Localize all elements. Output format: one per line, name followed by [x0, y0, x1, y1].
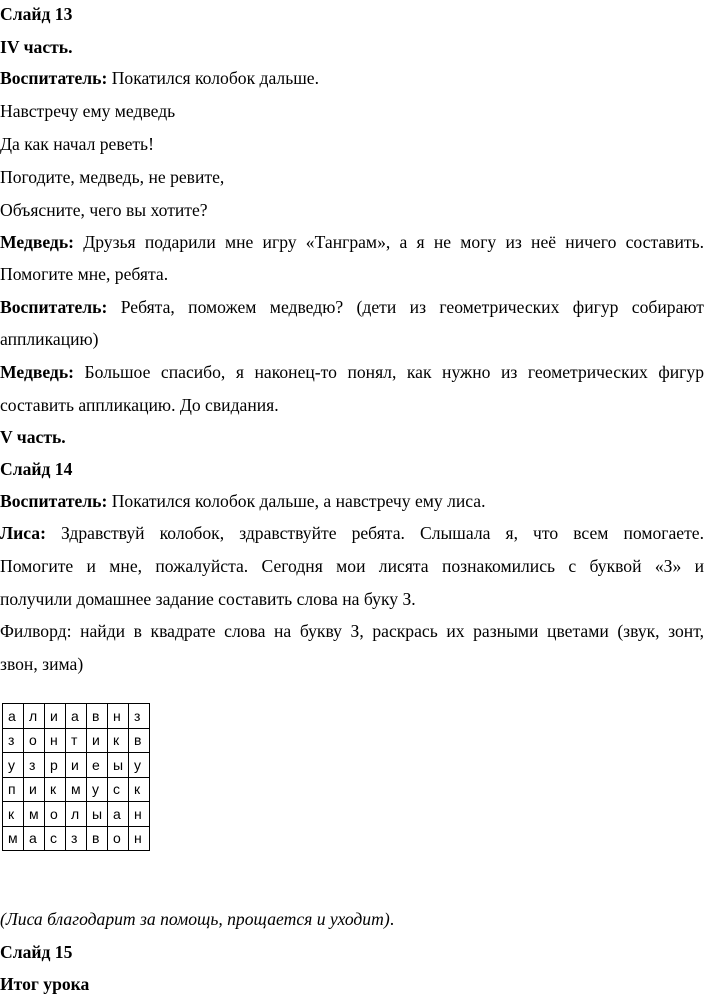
stage-direction: (Лиса благодарит за помощь, прощается и уходит)	[0, 909, 390, 929]
grid-cell: к	[129, 777, 150, 802]
grid-cell: в	[87, 704, 108, 729]
speech-text: Покатился колобок дальше, а навстречу ему лиса.	[107, 491, 486, 511]
grid-cell: о	[108, 826, 129, 851]
grid-row	[3, 753, 150, 778]
teacher-line-2-cont: аппликацию)	[0, 329, 99, 349]
grid-cell: с	[108, 777, 129, 802]
grid-cell: м	[66, 777, 87, 802]
grid-cell: в	[129, 728, 150, 753]
grid-row	[3, 802, 150, 827]
poem-line-1: Навстречу ему медведь	[0, 101, 176, 121]
grid-cell: а	[3, 704, 24, 729]
grid-cell: м	[3, 826, 24, 851]
grid-cell: л	[66, 802, 87, 827]
grid-cell: н	[108, 704, 129, 729]
grid-cell: а	[24, 826, 45, 851]
word-search-grid	[2, 703, 150, 851]
slide-13-heading: Слайд 13	[0, 4, 73, 24]
poem-line-2: Да как начал реветь!	[0, 134, 154, 154]
grid-cell: п	[3, 777, 24, 802]
grid-cell: а	[66, 704, 87, 729]
teacher-line-3	[0, 490, 704, 512]
part-4-heading: IV часть.	[0, 37, 73, 57]
grid-cell: к	[3, 802, 24, 827]
grid-cell: е	[87, 753, 108, 778]
grid-cell: у	[87, 777, 108, 802]
grid-cell: в	[87, 826, 108, 851]
task-line: Филворд: найди в квадрате слова на букву З, раскрась их разными цветами (звук, зонт,	[0, 621, 704, 641]
grid-cell: з	[3, 728, 24, 753]
poem-line-3: Погодите, медведь, не ревите,	[0, 167, 225, 187]
grid-cell: н	[45, 728, 66, 753]
slide-15-heading: Слайд 15	[0, 942, 73, 962]
speaker-label: Лиса:	[0, 523, 46, 543]
task-line-cont: звон, зима)	[0, 654, 84, 674]
grid-row	[3, 777, 150, 802]
grid-cell: з	[66, 826, 87, 851]
grid-cell: к	[108, 728, 129, 753]
grid-cell: у	[3, 753, 24, 778]
closing-line	[0, 908, 704, 930]
poem-line-4: Объясните, чего вы хотите?	[0, 200, 208, 220]
bear-line-2-cont: составить аппликацию. До свидания.	[0, 395, 279, 415]
speaker-label: Воспитатель:	[0, 297, 108, 317]
grid-cell: о	[24, 728, 45, 753]
grid-cell: м	[24, 802, 45, 827]
speech-text: Друзья подарили мне игру «Танграм», а я не могу из неё ничего составить.	[74, 232, 704, 252]
speaker-label: Воспитатель:	[0, 68, 108, 88]
grid-cell: з	[129, 704, 150, 729]
bear-line-1	[0, 231, 704, 253]
slide-14-heading: Слайд 14	[0, 459, 73, 479]
bear-line-2	[0, 361, 704, 383]
grid-cell: л	[24, 704, 45, 729]
grid-cell: н	[129, 826, 150, 851]
grid-cell: и	[87, 728, 108, 753]
fox-line	[0, 522, 704, 544]
speaker-label: Медведь:	[0, 362, 74, 382]
teacher-line-1	[0, 67, 704, 89]
fox-line-cont-1: Помогите и мне, пожалуйста. Сегодня мои лисята познакомились с буквой «З» и	[0, 556, 704, 576]
grid-cell: а	[108, 802, 129, 827]
grid-cell: к	[45, 777, 66, 802]
grid-cell: у	[129, 753, 150, 778]
speaker-label: Воспитатель:	[0, 491, 108, 511]
speech-text: Покатился колобок дальше.	[107, 68, 319, 88]
grid-cell: с	[45, 826, 66, 851]
grid-cell: и	[45, 704, 66, 729]
grid-row	[3, 826, 150, 851]
bear-line-1-cont: Помогите мне, ребята.	[0, 264, 169, 284]
grid-cell: н	[129, 802, 150, 827]
grid-cell: р	[45, 753, 66, 778]
grid-cell: т	[66, 728, 87, 753]
speech-text: Большое спасибо, я наконец-то понял, как нужно из геометрических фигур	[74, 362, 704, 382]
grid-cell: ы	[108, 753, 129, 778]
grid-cell: и	[66, 753, 87, 778]
part-5-heading: V часть.	[0, 427, 66, 447]
lesson-summary-heading: Итог урока	[0, 974, 90, 994]
speaker-label: Медведь:	[0, 232, 74, 252]
speech-text: Здравствуй колобок, здравствуйте ребята. Слышала я, что всем помогаете.	[45, 523, 704, 543]
speech-text: Ребята, поможем медведю? (дети из геометрических фигур собирают	[107, 297, 704, 317]
grid-cell: и	[24, 777, 45, 802]
grid-cell: ы	[87, 802, 108, 827]
grid-cell: о	[45, 802, 66, 827]
grid-row	[3, 728, 150, 753]
teacher-line-2	[0, 296, 704, 318]
closing-period: .	[389, 909, 395, 929]
grid-row	[3, 704, 150, 729]
fox-line-cont-2: получили домашнее задание составить слова на буку З.	[0, 589, 416, 609]
grid-cell: з	[24, 753, 45, 778]
